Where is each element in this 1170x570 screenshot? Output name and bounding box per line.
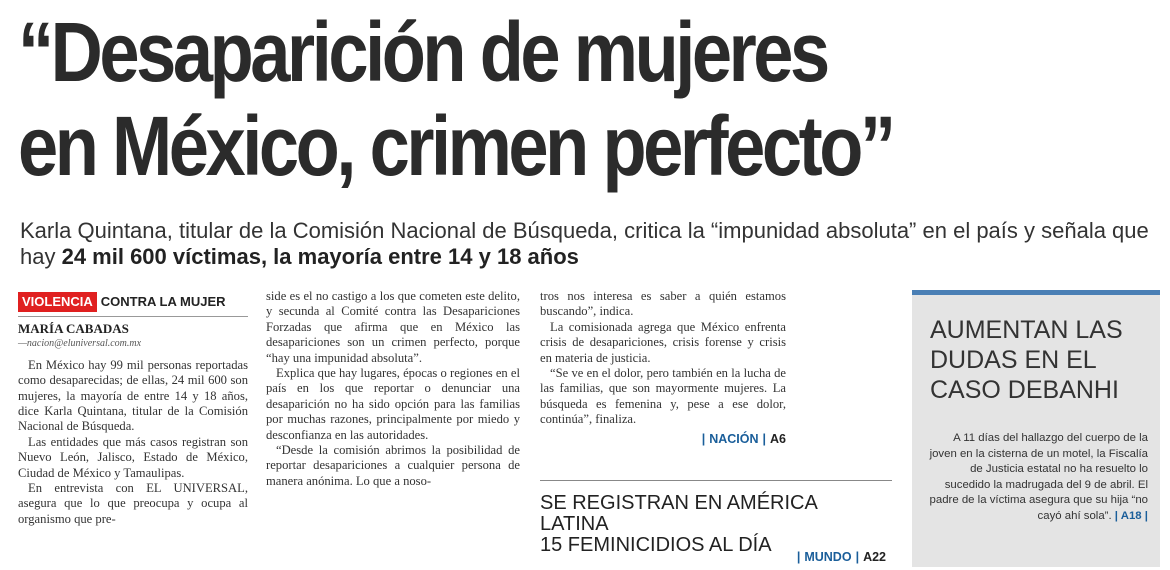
paragraph: Explica que hay lugares, épocas o regiones en el país en los que reportar o denunciar una desaparición no ha sido opción para las familias por muchas razones, principalmente por miedo y desconfianza en las autoridades.: [266, 366, 520, 442]
sidebar-body-text: A 11 días del hallazgo del cuerpo de la joven en la cisterna de un motel, la Fiscalía de Justicia estatal no ha resuelto lo sucedido la madrugada del 9 de abril. El padre de la víctima asegura que su hija “no cayó ahí sola”.: [929, 432, 1148, 522]
ref-section-label: NACIÓN: [709, 431, 759, 446]
paragraph: En México hay 99 mil personas reportadas como desaparecidas; de ellas, 24 mil 600 son mujeres, la mayoría de entre 14 y 18 años, dice Karla Quintana, titular de la Comisión Nacional de Búsqueda.: [18, 357, 248, 434]
deck-text: Karla Quintana, titular de la Comisión Nacional de Búsqueda, critica la “impunidad absoluta” en el país y señala que hay: [20, 218, 1149, 269]
section-kicker: [18, 292, 248, 312]
byline: MARÍA CABADAS: [18, 321, 129, 336]
ref-page-number: A6: [770, 431, 786, 446]
sidebar-title: [930, 315, 1150, 405]
author-email: —nacion@eluniversal.com.mx: [18, 338, 142, 350]
sidebar-body: A 11 días del hallazgo del cuerpo de la joven en la cisterna de un motel, la Fiscalía de Justicia estatal no ha resuelto lo sucedido la madrugada del 9 de abril. El padre de la víctima asegura que su hija “no cayó ahí sola”. | A18 |: [929, 432, 1148, 522]
latam-line-1: SE REGISTRAN EN AMÉRICA LATINA: [540, 492, 817, 535]
deck-bold-text: 24 mil 600 víctimas, la mayoría entre 14 y 18 años: [61, 244, 579, 269]
headline-line-1: “Desaparición de mujeres: [18, 5, 827, 99]
ref-page-number: A22: [863, 550, 886, 564]
paragraph: La comisionada agrega que México enfrenta crisis de desapariciones, crisis forense y crisis en materia de justicia.: [540, 319, 786, 365]
kicker-label: CONTRA LA MUJER: [100, 294, 226, 310]
paragraph: “Desde la comisión abrimos la posibilidad de reportar desapariciones a cualquier persona de manera anónima. Lo que a noso-: [266, 443, 520, 488]
page-reference-nacion: | NACIÓN | A6: [701, 431, 786, 446]
latam-line-2: 15 FEMINICIDIOS AL DÍA: [540, 534, 772, 556]
sidebar-page-ref: A18: [1120, 509, 1142, 522]
article-column-3: [540, 289, 786, 447]
deck-subheadline: [20, 218, 1160, 270]
paragraph: En entrevista con EL UNIVERSAL, asegura que lo que preocupa y ocupa al organismo que pre-: [18, 481, 248, 526]
ref-section-label: MUNDO: [804, 550, 852, 564]
page-reference-mundo: | MUNDO | A22: [796, 550, 886, 564]
sidebar-title-line: AUMENTAN LAS: [930, 316, 1123, 344]
latam-teaser-headline: [540, 493, 890, 556]
paragraph: Las entidades que más casos registran son Nuevo León, Jalisco, Estado de México, Ciudad de México y Tamaulipas.: [18, 434, 248, 480]
article-column-1: [18, 292, 248, 527]
paragraph: tros nos interesa es saber a quién estamos buscando”, indica.: [540, 289, 786, 319]
headline-line-2: en México, crimen perfecto”: [18, 99, 893, 193]
kicker-red-label: VIOLENCIA: [18, 292, 97, 311]
kicker-divider: [18, 316, 248, 317]
article-column-2: [266, 289, 520, 489]
section-divider: [540, 480, 892, 481]
sidebar-box: [912, 290, 1160, 567]
paragraph: side es el no castigo a los que cometen este delito, y secunda al Comité contra las Desapariciones Forzadas que afirma que en México las desapariciones son un crimen perfecto, porque “hay una impunidad absoluta”.: [266, 289, 520, 365]
paragraph: “Se ve en el dolor, pero también en la lucha de las familias, que son mayormente mujeres. La búsqueda es femenina y, pese a ese dolor, continúa”, finaliza.: [540, 366, 786, 427]
sidebar-title-line: DUDAS EN EL: [930, 346, 1097, 374]
sidebar-title-line: CASO DEBANHI: [930, 376, 1119, 404]
